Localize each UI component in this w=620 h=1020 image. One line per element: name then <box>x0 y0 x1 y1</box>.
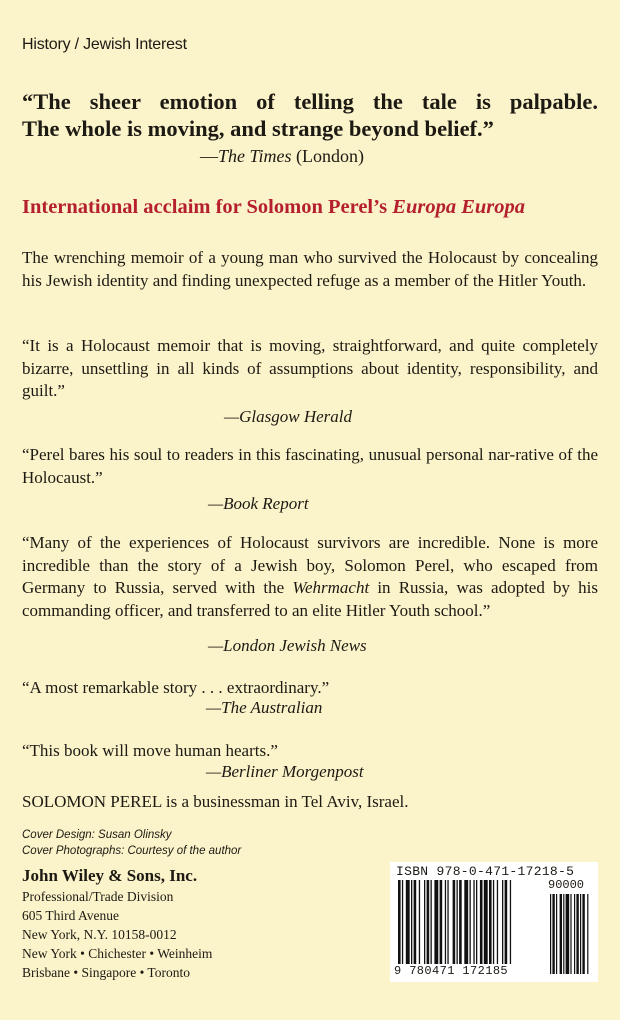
review-3-text-b: in Russia, was adopted by his commanding officer, and transferred to an elite Hitler Youth school.” <box>22 578 598 620</box>
lead-quote-attribution <box>200 146 364 167</box>
acclaim-heading <box>22 196 602 219</box>
review-4: “A most remarkable story . . . extraordinary.” <box>22 678 330 697</box>
lead-quote-line-2: The whole is moving, and strange beyond belief.” <box>22 116 494 141</box>
attr-place: (London) <box>291 146 364 166</box>
review-3-text-a: “Many of the experiences of Holocaust survivors are incredible. None is more incredible than the story of a Jewish boy, Solomon Perel, who escaped from Germany to Russia, served with the <box>22 533 598 597</box>
ean-number: 9 780471 172185 <box>394 964 509 978</box>
publisher-name: John Wiley & Sons, Inc. <box>22 866 198 885</box>
barcode <box>390 862 598 982</box>
acclaim-prefix: International acclaim for Solomon Perel’s <box>22 196 393 218</box>
review-4-source: —The Australian <box>206 698 323 717</box>
review-2-source: —Book Report <box>208 494 309 513</box>
review-3-text-italic: Wehrmacht <box>292 578 370 597</box>
publisher-line: Professional/Trade Division <box>22 889 174 904</box>
publisher-line: New York, N.Y. 10158-0012 <box>22 927 177 942</box>
lead-quote-line-1: “The sheer emotion of telling the tale is palpable. <box>22 89 598 114</box>
review-1: “It is a Holocaust memoir that is moving, straightforward, and quite completely bizarre, unsettling in all kinds of assumptions about identity, responsibility, and guilt.” <box>22 336 598 400</box>
lead-quote <box>22 88 598 142</box>
cover-photo-credit: Cover Photographs: Courtesy of the author <box>22 845 242 857</box>
isbn-text: ISBN 978-0-471-17218-5 <box>396 864 575 879</box>
price-addon-number: 90000 <box>548 878 585 892</box>
publisher-line: New York • Chichester • Weinheim <box>22 946 213 961</box>
author-bio: SOLOMON PEREL is a businessman in Tel Aviv, Israel. <box>22 792 409 811</box>
review-3 <box>22 532 598 622</box>
review-3-source: —London Jewish News <box>208 636 367 655</box>
attr-source: The Times <box>218 146 292 166</box>
description: The wrenching memoir of a young man who survived the Holocaust by concealing his Jewish identity and finding unexpected refuge as a member of the Hitler Youth. <box>22 248 598 290</box>
review-5-source: —Berliner Morgenpost <box>206 762 364 781</box>
review-1-source: —Glasgow Herald <box>224 407 352 426</box>
cover-design-credit: Cover Design: Susan Olinsky <box>22 829 172 841</box>
attr-dash: — <box>200 146 218 166</box>
category-label: History / Jewish Interest <box>22 36 187 53</box>
publisher-line: 605 Third Avenue <box>22 908 119 923</box>
review-5: “This book will move human hearts.” <box>22 741 278 760</box>
publisher-line: Brisbane • Singapore • Toronto <box>22 965 190 980</box>
review-2: “Perel bares his soul to readers in this fascinating, unusual personal nar-rative of the Holocaust.” <box>22 445 598 487</box>
acclaim-title: Europa Europa <box>392 196 526 218</box>
